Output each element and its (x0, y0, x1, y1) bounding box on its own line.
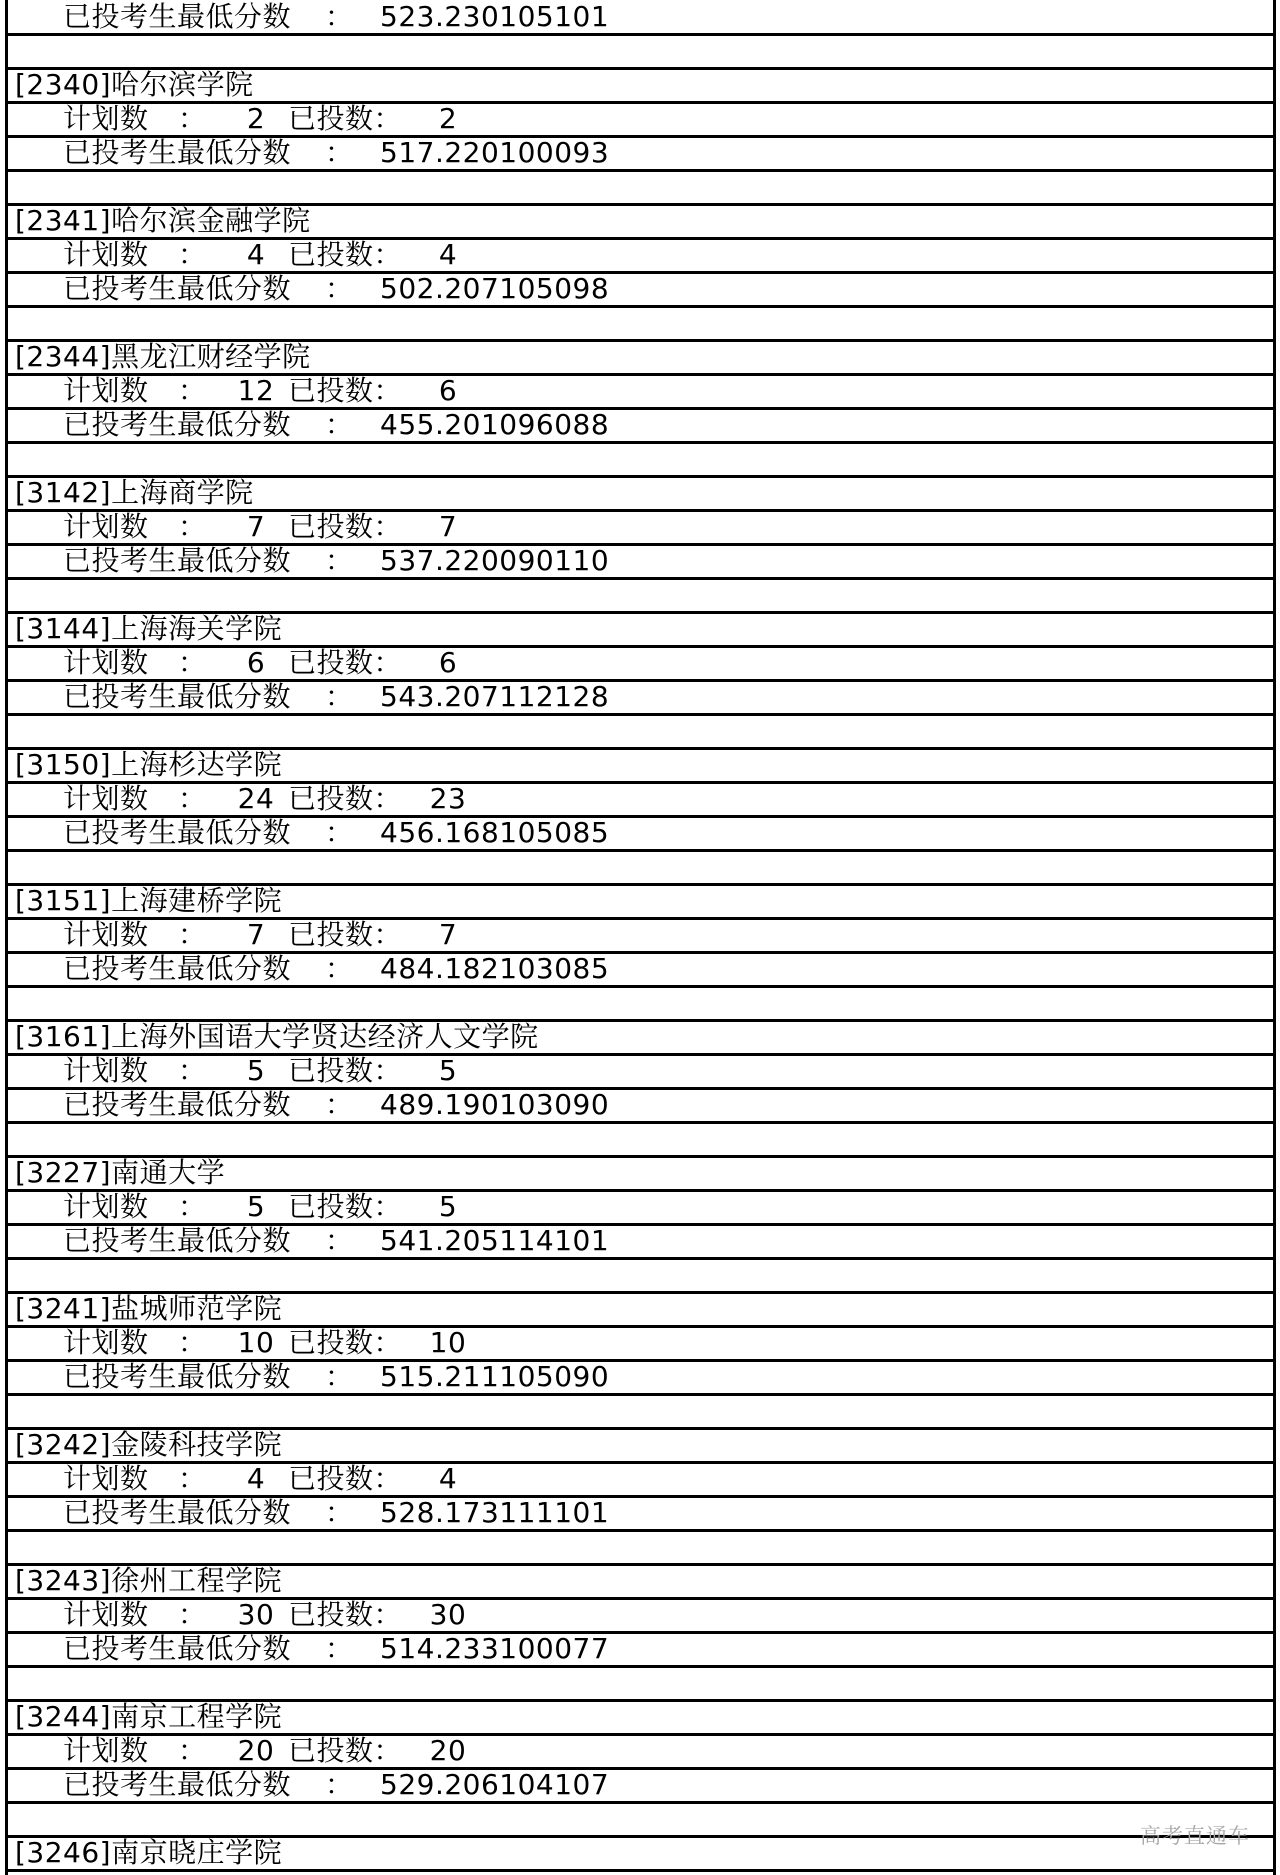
plan-value: 7 (246, 510, 266, 543)
school-header-row (8, 750, 1273, 784)
school-name: [3227]南通大学 (15, 1156, 226, 1189)
done-label: 已投数： (288, 510, 403, 543)
school-name: [3151]上海建桥学院 (15, 884, 283, 917)
done-label: 已投数： (288, 1054, 403, 1087)
min-score-label: 已投考生最低分数 (63, 1088, 292, 1121)
plan-value: 6 (246, 646, 266, 679)
min-score-row (8, 410, 1273, 444)
min-score-value: 528.173111101 (380, 1496, 610, 1529)
plan-colon: ： (178, 102, 207, 135)
plan-value: 24 (237, 782, 275, 815)
plan-row (8, 648, 1273, 682)
done-label: 已投数： (288, 918, 403, 951)
school-header-row (8, 1838, 1273, 1872)
plan-colon: ： (178, 374, 207, 407)
min-score-value: 517.220100093 (380, 136, 610, 169)
min-score-row (8, 0, 1273, 36)
school-name: [2341]哈尔滨金融学院 (15, 204, 311, 237)
school-name: [3150]上海杉达学院 (15, 748, 283, 781)
plan-colon: ： (178, 1462, 207, 1495)
plan-label: 计划数 (63, 1326, 149, 1359)
school-name: [3241]盐城师范学院 (15, 1292, 283, 1325)
min-score-value: 529.206104107 (380, 1768, 610, 1801)
min-score-label: 已投考生最低分数 (63, 0, 292, 33)
min-score-row (8, 546, 1273, 580)
plan-row (8, 240, 1273, 274)
blank-row (8, 852, 1273, 886)
plan-label: 计划数 (63, 1462, 149, 1495)
blank-row (8, 1804, 1273, 1838)
school-header-row (8, 614, 1273, 648)
plan-colon: ： (178, 782, 207, 815)
min-score-row (8, 682, 1273, 716)
plan-label: 计划数 (63, 1598, 149, 1631)
plan-colon: ： (178, 1190, 207, 1223)
plan-row (8, 1192, 1273, 1226)
watermark-text: 高考直通车 (1140, 1824, 1250, 1848)
min-score-value: 456.168105085 (380, 816, 610, 849)
blank-row (8, 444, 1273, 478)
plan-value: 30 (237, 1598, 275, 1631)
school-header-row (8, 1430, 1273, 1464)
school-name: [3161]上海外国语大学贤达经济人文学院 (15, 1020, 539, 1053)
blank-row (8, 36, 1273, 70)
school-header-row (8, 1566, 1273, 1600)
min-score-colon: ： (325, 1632, 354, 1665)
min-score-colon: ： (325, 136, 354, 169)
plan-colon: ： (178, 1734, 207, 1767)
min-score-label: 已投考生最低分数 (63, 1496, 292, 1529)
min-score-row (8, 954, 1273, 988)
school-name: [2340]哈尔滨学院 (15, 68, 254, 101)
min-score-label: 已投考生最低分数 (63, 952, 292, 985)
plan-colon: ： (178, 646, 207, 679)
min-score-value: 543.207112128 (380, 680, 610, 713)
plan-label: 计划数 (63, 646, 149, 679)
min-score-value: 502.207105098 (380, 272, 610, 305)
done-value: 20 (429, 1734, 467, 1767)
done-value: 7 (438, 918, 458, 951)
blank-row (8, 1668, 1273, 1702)
done-label: 已投数： (288, 782, 403, 815)
min-score-label: 已投考生最低分数 (63, 272, 292, 305)
min-score-row (8, 274, 1273, 308)
min-score-row (8, 1498, 1273, 1532)
school-name: [2344]黑龙江财经学院 (15, 340, 311, 373)
done-value: 4 (438, 238, 458, 271)
done-label: 已投数： (288, 1190, 403, 1223)
admission-score-sheet (5, 0, 1276, 1875)
plan-row (8, 784, 1273, 818)
min-score-label: 已投考生最低分数 (63, 136, 292, 169)
school-header-row (8, 342, 1273, 376)
min-score-value: 523.230105101 (380, 0, 610, 33)
plan-row (8, 920, 1273, 954)
min-score-value: 489.190103090 (380, 1088, 610, 1121)
min-score-value: 455.201096088 (380, 408, 610, 441)
school-header-row (8, 1158, 1273, 1192)
plan-label: 计划数 (63, 1734, 149, 1767)
plan-row (8, 1736, 1273, 1770)
plan-row (8, 1056, 1273, 1090)
done-value: 2 (438, 102, 458, 135)
plan-colon: ： (178, 238, 207, 271)
min-score-row (8, 1362, 1273, 1396)
plan-colon: ： (178, 510, 207, 543)
plan-label: 计划数 (63, 782, 149, 815)
blank-row (8, 580, 1273, 614)
plan-value: 2 (246, 102, 266, 135)
plan-row (8, 376, 1273, 410)
min-score-colon: ： (325, 1768, 354, 1801)
plan-colon: ： (178, 1326, 207, 1359)
done-label: 已投数： (288, 1734, 403, 1767)
done-value: 7 (438, 510, 458, 543)
done-label: 已投数： (288, 238, 403, 271)
school-name: [3246]南京晓庄学院 (15, 1836, 283, 1869)
school-header-row (8, 478, 1273, 512)
min-score-row (8, 1634, 1273, 1668)
plan-value: 12 (237, 374, 275, 407)
school-header-row (8, 1294, 1273, 1328)
plan-label: 计划数 (63, 374, 149, 407)
plan-colon: ： (178, 1054, 207, 1087)
plan-label: 计划数 (63, 1190, 149, 1223)
min-score-label: 已投考生最低分数 (63, 544, 292, 577)
plan-label: 计划数 (63, 510, 149, 543)
min-score-row (8, 1770, 1273, 1804)
school-header-row (8, 206, 1273, 240)
plan-value: 5 (246, 1054, 266, 1087)
min-score-colon: ： (325, 272, 354, 305)
blank-row (8, 1124, 1273, 1158)
done-label: 已投数： (288, 102, 403, 135)
plan-value: 20 (237, 1734, 275, 1767)
done-label: 已投数： (288, 1598, 403, 1631)
plan-value: 5 (246, 1190, 266, 1223)
school-header-row (8, 70, 1273, 104)
min-score-colon: ： (325, 1088, 354, 1121)
min-score-colon: ： (325, 952, 354, 985)
min-score-label: 已投考生最低分数 (63, 680, 292, 713)
plan-label: 计划数 (63, 102, 149, 135)
plan-label: 计划数 (63, 918, 149, 951)
plan-row (8, 104, 1273, 138)
min-score-colon: ： (325, 408, 354, 441)
done-value: 6 (438, 646, 458, 679)
school-list (8, 70, 1273, 1838)
done-value: 5 (438, 1054, 458, 1087)
min-score-label: 已投考生最低分数 (63, 816, 292, 849)
min-score-label: 已投考生最低分数 (63, 1360, 292, 1393)
plan-value: 10 (237, 1326, 275, 1359)
school-name: [3242]金陵科技学院 (15, 1428, 283, 1461)
school-name: [3244]南京工程学院 (15, 1700, 283, 1733)
school-header-row (8, 1022, 1273, 1056)
min-score-value: 515.211105090 (380, 1360, 610, 1393)
min-score-row (8, 1226, 1273, 1260)
done-label: 已投数： (288, 646, 403, 679)
min-score-label: 已投考生最低分数 (63, 408, 292, 441)
min-score-colon: ： (325, 680, 354, 713)
min-score-colon: ： (325, 1496, 354, 1529)
plan-label: 计划数 (63, 1054, 149, 1087)
min-score-value: 514.233100077 (380, 1632, 610, 1665)
blank-row (8, 716, 1273, 750)
done-value: 6 (438, 374, 458, 407)
min-score-colon: ： (325, 544, 354, 577)
plan-colon: ： (178, 918, 207, 951)
done-value: 30 (429, 1598, 467, 1631)
school-name: [3142]上海商学院 (15, 476, 254, 509)
min-score-label: 已投考生最低分数 (63, 1768, 292, 1801)
done-label: 已投数： (288, 1326, 403, 1359)
school-name: [3243]徐州工程学院 (15, 1564, 283, 1597)
done-label: 已投数： (288, 374, 403, 407)
done-label: 已投数： (288, 1462, 403, 1495)
min-score-value: 541.205114101 (380, 1224, 610, 1257)
min-score-row (8, 138, 1273, 172)
plan-row (8, 1328, 1273, 1362)
plan-value: 4 (246, 238, 266, 271)
plan-label: 计划数 (63, 238, 149, 271)
school-header-row (8, 1702, 1273, 1736)
done-value: 10 (429, 1326, 467, 1359)
min-score-colon: ： (325, 0, 354, 33)
plan-row (8, 1464, 1273, 1498)
blank-row (8, 1532, 1273, 1566)
done-value: 5 (438, 1190, 458, 1223)
min-score-row (8, 818, 1273, 852)
min-score-label: 已投考生最低分数 (63, 1224, 292, 1257)
school-header-row (8, 886, 1273, 920)
min-score-value: 484.182103085 (380, 952, 610, 985)
min-score-row (8, 1090, 1273, 1124)
plan-row (8, 1600, 1273, 1634)
done-value: 4 (438, 1462, 458, 1495)
plan-value: 7 (246, 918, 266, 951)
blank-row (8, 172, 1273, 206)
blank-row (8, 308, 1273, 342)
plan-row (8, 512, 1273, 546)
min-score-value: 537.220090110 (380, 544, 610, 577)
plan-colon: ： (178, 1598, 207, 1631)
min-score-label: 已投考生最低分数 (63, 1632, 292, 1665)
done-value: 23 (429, 782, 467, 815)
min-score-colon: ： (325, 1360, 354, 1393)
blank-row (8, 1396, 1273, 1430)
school-name: [3144]上海海关学院 (15, 612, 283, 645)
min-score-colon: ： (325, 1224, 354, 1257)
blank-row (8, 988, 1273, 1022)
blank-row (8, 1260, 1273, 1294)
plan-value: 4 (246, 1462, 266, 1495)
min-score-colon: ： (325, 816, 354, 849)
